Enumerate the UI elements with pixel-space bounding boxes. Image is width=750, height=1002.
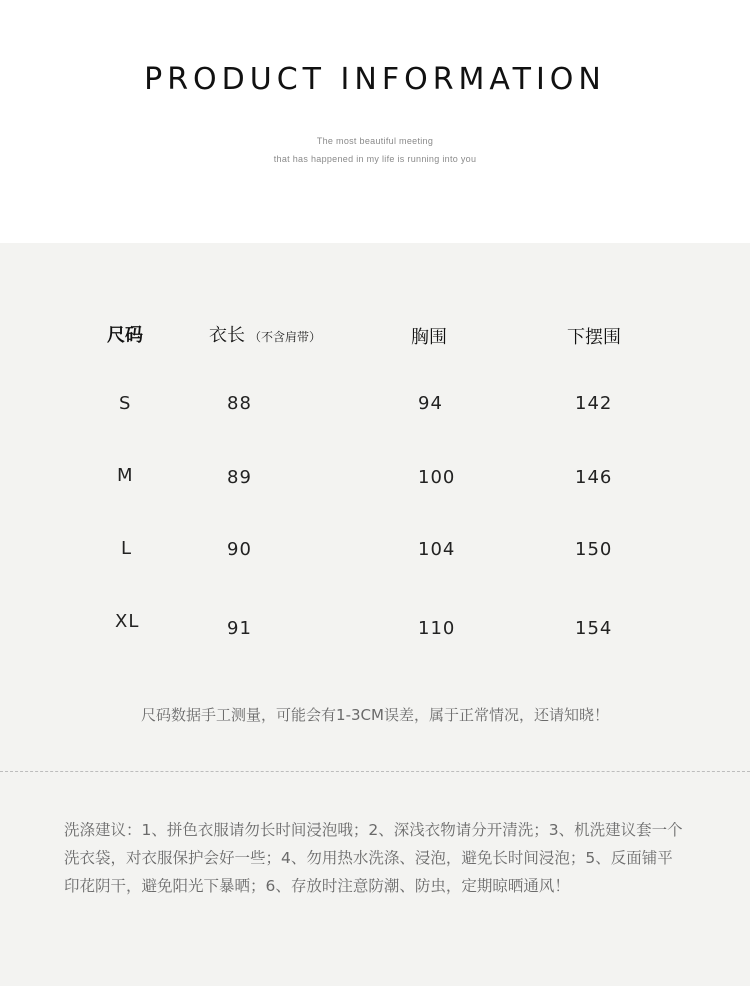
- row-m-length: 89: [227, 467, 252, 488]
- dashed-divider: [0, 771, 750, 772]
- subtitle-line-2: that has happened in my life is running into you: [273, 154, 477, 164]
- row-m-chest: 100: [418, 467, 456, 488]
- row-xl-size: XL: [115, 611, 140, 632]
- row-l-length: 90: [227, 539, 252, 560]
- row-xl-chest: 110: [418, 618, 456, 639]
- subtitle-line-1: The most beautiful meeting: [316, 136, 434, 146]
- header: [0, 0, 750, 243]
- column-header-length-note: （不含肩带）: [249, 330, 322, 344]
- row-l-chest: 104: [418, 539, 456, 560]
- row-s-length: 88: [227, 393, 252, 414]
- row-m-size: M: [117, 465, 134, 486]
- column-header-hem: 下摆围: [567, 327, 621, 348]
- column-header-length: [209, 321, 321, 347]
- row-xl-hem: 154: [575, 618, 613, 639]
- row-s-size: S: [119, 393, 132, 414]
- row-s-hem: 142: [575, 393, 613, 414]
- column-header-chest: 胸围: [411, 327, 447, 348]
- row-m-hem: 146: [575, 467, 613, 488]
- row-s-chest: 94: [418, 393, 443, 414]
- row-l-size: L: [121, 538, 133, 559]
- column-header-size: 尺码: [107, 325, 143, 346]
- page-title: PRODUCT INFORMATION: [144, 62, 606, 97]
- measurement-note: 尺码数据手工测量，可能会有1-3CM误差，属于正常情况，还请知晓！: [141, 706, 609, 724]
- column-header-length-label: 衣长: [209, 325, 245, 346]
- bottom-margin: [0, 986, 750, 1002]
- care-instructions: 洗涤建议：1、拼色衣服请勿长时间浸泡哦；2、深浅衣物请分开清洗；3、机洗建议套一个洗衣袋，对衣服保护会好一些；4、勿用热水洗涤、浸泡，避免长时间浸泡；5、反面铺平印花阴干，避免阳光下暴晒；6、存放时注意防潮、防虫，定期晾晒通风！: [64, 821, 683, 895]
- row-xl-length: 91: [227, 618, 252, 639]
- row-l-hem: 150: [575, 539, 613, 560]
